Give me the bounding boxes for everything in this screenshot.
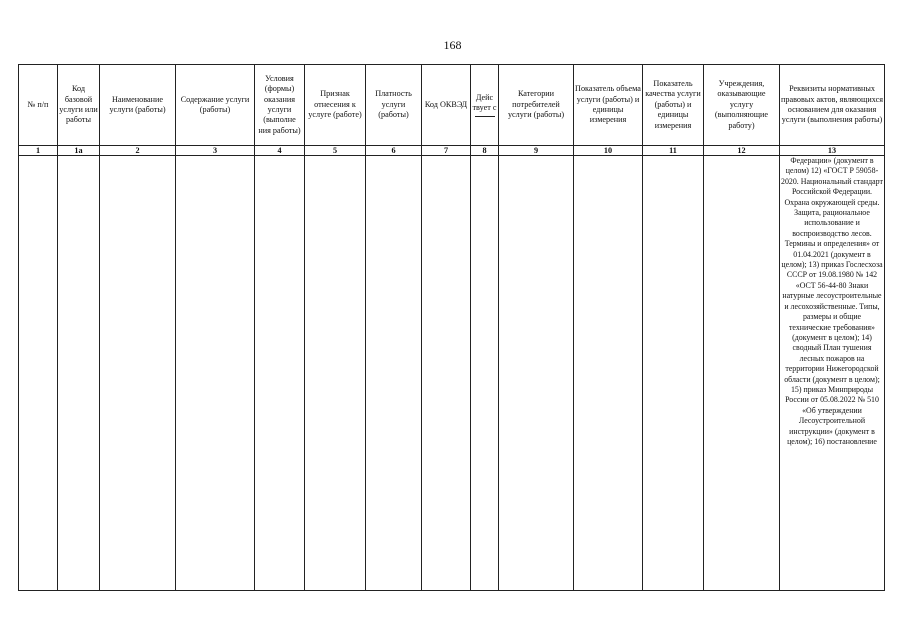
header-service-content: Содержание услуги (работы) <box>176 65 255 146</box>
header-service-name: Наименование услуги (работы) <box>100 65 176 146</box>
empty-cell <box>422 156 471 591</box>
column-number: 13 <box>780 146 885 156</box>
header-quality-indicator: Показатель качества услуги (работы) и единицы измерения <box>643 65 704 146</box>
empty-cell <box>100 156 176 591</box>
header-valid-from <box>471 65 499 146</box>
header-volume-indicator: Показатель объема услуги (работы) и единицы измерения <box>574 65 643 146</box>
empty-cell <box>366 156 422 591</box>
empty-cell <box>499 156 574 591</box>
column-number: 5 <box>305 146 366 156</box>
column-number: 8 <box>471 146 499 156</box>
column-number: 7 <box>422 146 471 156</box>
header-attribute: Признак отнесения к услуге (работе) <box>305 65 366 146</box>
empty-cell <box>574 156 643 591</box>
header-row <box>19 65 885 146</box>
column-number: 10 <box>574 146 643 156</box>
services-table <box>18 64 885 591</box>
column-number: 1 <box>19 146 58 156</box>
header-valid-from-label: Дейс твует с <box>472 92 497 112</box>
column-number: 9 <box>499 146 574 156</box>
empty-cell <box>471 156 499 591</box>
empty-cell <box>305 156 366 591</box>
column-number: 2 <box>100 146 176 156</box>
empty-cell <box>704 156 780 591</box>
empty-cell <box>643 156 704 591</box>
header-okved: Код ОКВЭД <box>422 65 471 146</box>
column-number: 11 <box>643 146 704 156</box>
empty-cell <box>19 156 58 591</box>
table-row <box>19 156 885 591</box>
column-number-row <box>19 146 885 156</box>
header-institutions: Учреждения, оказывающие услугу (выполняющие работу) <box>704 65 780 146</box>
column-number: 3 <box>176 146 255 156</box>
column-number: 12 <box>704 146 780 156</box>
empty-cell <box>255 156 305 591</box>
column-number: 4 <box>255 146 305 156</box>
column-number: 1а <box>58 146 100 156</box>
page-number: 168 <box>443 38 462 52</box>
header-consumers: Категории потребителей услуги (работы) <box>499 65 574 146</box>
header-base-code: Код базовой услуги или работы <box>58 65 100 146</box>
header-legal-requisites: Реквизиты нормативных правовых актов, являющихся основанием для оказания услуги (выполнения работы) <box>780 65 885 146</box>
header-number: № п/п <box>19 65 58 146</box>
column-number: 6 <box>366 146 422 156</box>
header-payment: Платность услуги (работы) <box>366 65 422 146</box>
empty-cell <box>58 156 100 591</box>
header-conditions: Условия (формы) оказания услуги (выполне ния работы) <box>255 65 305 146</box>
legal-requisites-cell: Федерации» (документ в целом) 12) «ГОСТ Р 59058-2020. Национальный стандарт Российской Федерации. Охрана окружающей среды. Защита, рациональное использование и воспроизводство лесов. Термины и определения» от 01.04.2021 (документ в целом); 13) приказ Гослесхоза СССР от 19.08.1980 № 142 «ОСТ 56-44-80 Знаки натурные лесоустроительные и лесохозяйственные. Типы, размеры и общие технические требования» (документ в целом); 14) сводный План тушения лесных пожаров на территории Нижегородской области (документ в целом); 15) приказ Минприроды России от 05.08.2022 № 510 «Об утверждении Лесоустроительной инструкции» (документ в целом); 16) постановление <box>780 156 885 591</box>
empty-cell <box>176 156 255 591</box>
dash-divider <box>475 116 495 117</box>
